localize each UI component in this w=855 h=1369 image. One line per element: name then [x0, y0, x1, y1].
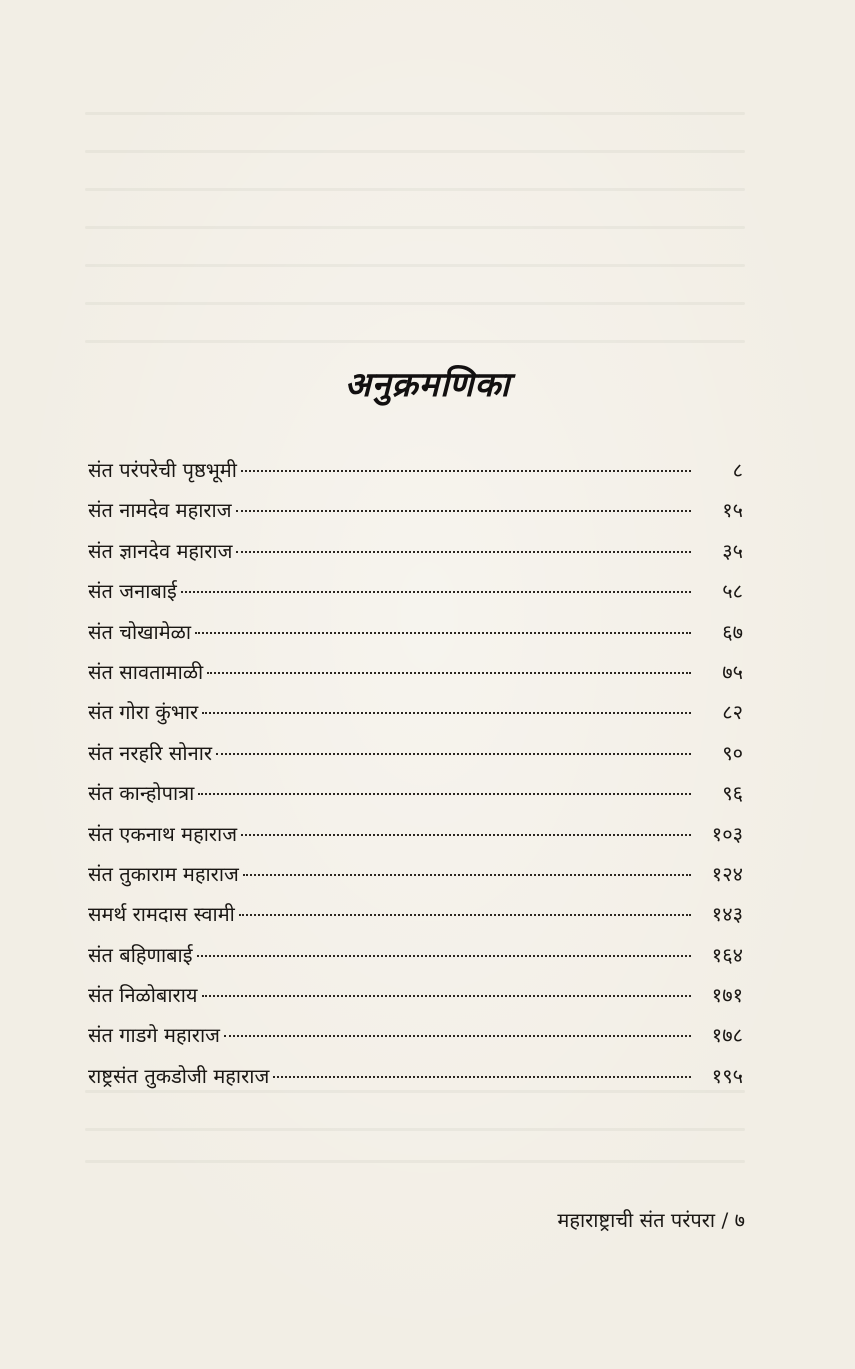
toc-entry — [88, 935, 743, 975]
show-through-line — [85, 264, 745, 267]
toc-entry-name: संत तुकाराम महाराज — [88, 861, 239, 886]
page-footer — [557, 1206, 745, 1233]
show-through-line — [85, 112, 745, 115]
toc-leader-dots — [207, 672, 691, 674]
toc-entry — [88, 652, 743, 692]
toc-entry — [88, 450, 743, 490]
footer-book-title: महाराष्ट्राची संत परंपरा — [557, 1208, 716, 1232]
toc-entry-page: ९० — [722, 740, 743, 765]
contents-heading: अनुक्रमणिका — [344, 365, 511, 405]
table-of-contents — [88, 450, 743, 1096]
toc-leader-dots — [236, 551, 691, 553]
show-through-line — [85, 188, 745, 191]
toc-entry-name: समर्थ रामदास स्वामी — [88, 902, 235, 927]
toc-entry-name: संत नामदेव महाराज — [88, 498, 232, 523]
show-through-line — [85, 226, 745, 229]
toc-entry-name: संत बहिणाबाई — [88, 942, 193, 967]
toc-entry-page: १५ — [722, 498, 743, 523]
toc-entry — [88, 612, 743, 652]
footer-page-number: ७ — [734, 1208, 745, 1232]
toc-leader-dots — [195, 632, 691, 634]
toc-entry-page: १७८ — [711, 1023, 743, 1048]
toc-entry-name: राष्ट्रसंत तुकडोजी महाराज — [88, 1063, 270, 1088]
toc-leader-dots — [181, 591, 691, 593]
toc-entry-name: संत गोरा कुंभार — [88, 700, 199, 725]
show-through-line — [85, 1160, 745, 1163]
toc-entry-page: १६४ — [711, 942, 743, 967]
toc-entry-name: संत परंपरेची पृष्ठभूमी — [88, 458, 237, 482]
toc-entry-name: संत ज्ञानदेव महाराज — [88, 538, 233, 563]
toc-entry-page: ३५ — [722, 538, 743, 563]
toc-leader-dots — [202, 712, 691, 714]
toc-entry-page: १२४ — [711, 861, 743, 886]
toc-leader-dots — [202, 995, 692, 997]
toc-leader-dots — [224, 1035, 691, 1037]
footer-separator: / — [721, 1208, 729, 1232]
toc-entry — [88, 733, 743, 773]
toc-entry-name: संत कान्होपात्रा — [88, 781, 195, 806]
show-through-line — [85, 340, 745, 343]
show-through-line — [85, 302, 745, 305]
toc-entry — [88, 692, 743, 732]
toc-entry-page: ९६ — [722, 781, 743, 806]
toc-entry — [88, 1015, 743, 1055]
toc-entry-page: ८ — [732, 458, 743, 482]
toc-leader-dots — [243, 874, 691, 876]
toc-entry-page: ८२ — [722, 700, 743, 725]
show-through-line — [85, 150, 745, 153]
toc-entry-name: संत एकनाथ महाराज — [88, 821, 238, 846]
toc-leader-dots — [273, 1076, 691, 1078]
toc-entry — [88, 531, 743, 571]
toc-entry — [88, 1056, 743, 1096]
toc-entry — [88, 854, 743, 894]
toc-leader-dots — [236, 510, 691, 512]
toc-entry — [88, 571, 743, 611]
toc-entry-page: १७१ — [711, 983, 743, 1008]
toc-entry-page: १०३ — [711, 821, 743, 846]
toc-entry — [88, 975, 743, 1015]
toc-leader-dots — [198, 793, 691, 795]
toc-leader-dots — [239, 914, 691, 916]
toc-entry-name: संत निळोबाराय — [88, 983, 198, 1008]
toc-leader-dots — [241, 470, 691, 472]
toc-entry — [88, 773, 743, 813]
toc-entry-name: संत जनाबाई — [88, 579, 177, 604]
toc-entry-name: संत सावतामाळी — [88, 659, 204, 684]
toc-entry-page: १४३ — [711, 902, 743, 927]
toc-leader-dots — [241, 834, 691, 836]
toc-entry — [88, 490, 743, 530]
toc-entry-name: संत नरहरि सोनार — [88, 740, 213, 765]
toc-entry-page: ७५ — [722, 659, 743, 684]
toc-leader-dots — [197, 955, 691, 957]
toc-entry-name: संत गाडगे महाराज — [88, 1023, 220, 1048]
show-through-line — [85, 1128, 745, 1131]
toc-entry — [88, 894, 743, 934]
toc-entry-name: संत चोखामेळा — [88, 619, 192, 644]
toc-entry — [88, 814, 743, 854]
toc-entry-page: ६७ — [722, 619, 743, 644]
toc-entry-page: १९५ — [711, 1063, 743, 1088]
toc-leader-dots — [216, 753, 691, 755]
toc-entry-page: ५८ — [722, 579, 743, 604]
